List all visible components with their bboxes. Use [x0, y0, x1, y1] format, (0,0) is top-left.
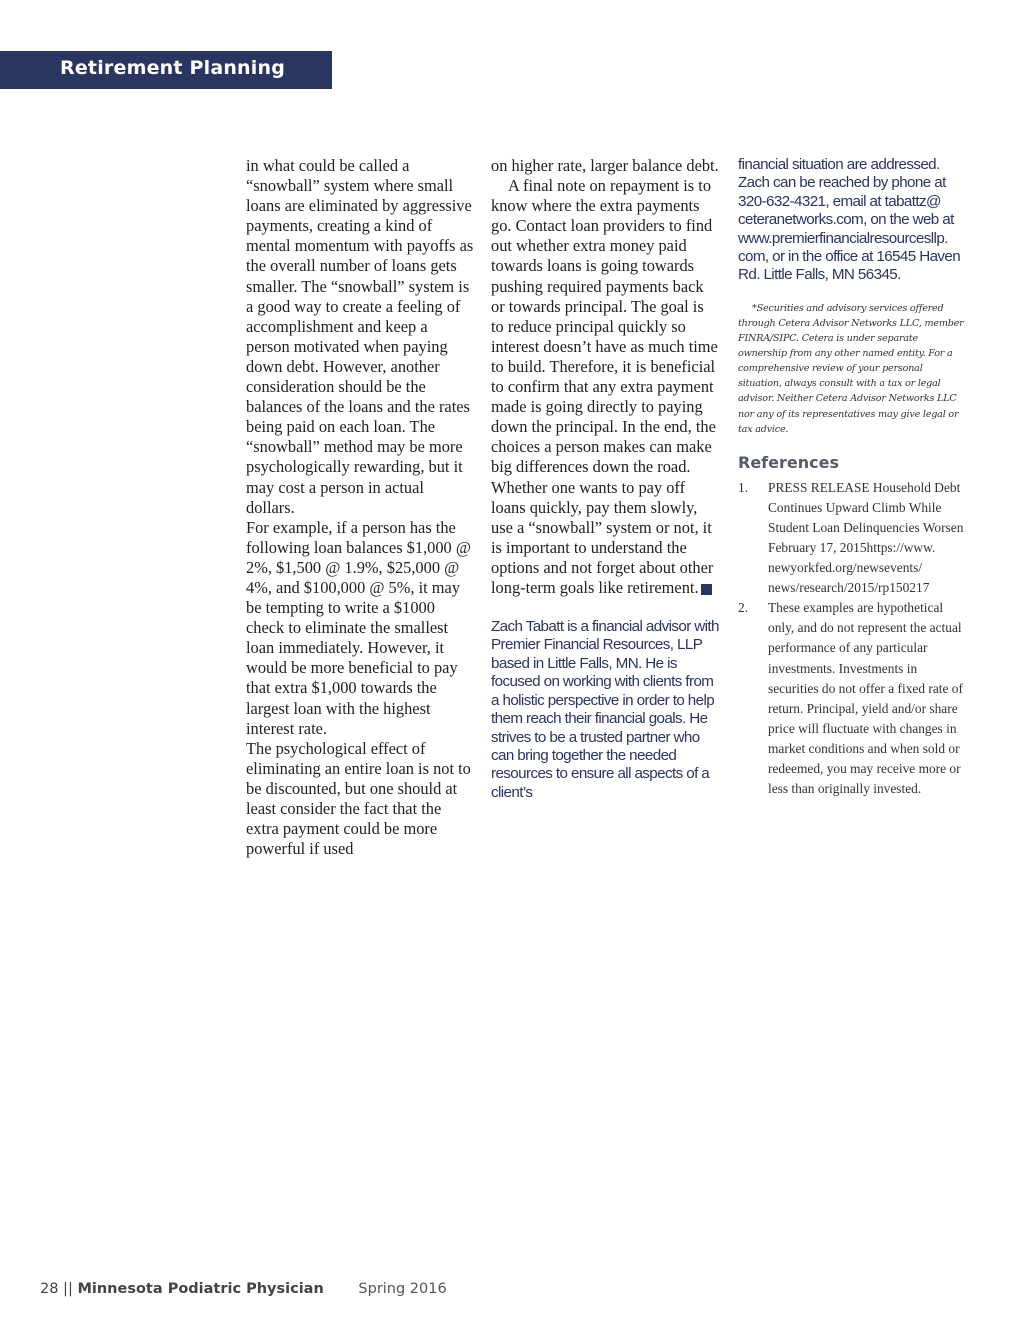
paragraph [491, 176, 719, 598]
publication-name: Minnesota Podiatric Physician [77, 1281, 324, 1297]
article-column-1 [246, 156, 474, 859]
section-title: Retirement Planning [60, 57, 286, 79]
issue-date: Spring 2016 [358, 1281, 447, 1297]
page-number: 28 || [40, 1281, 73, 1297]
author-contact: financial situation are addressed. Zach can be reached by phone at 320-632-4321, email at tabattz@ ceteranetworks.com, on the web at www.premierfinancialresourcesllp. com, or in the office at 16545 Haven Rd. Little Falls, MN 56345. [738, 156, 961, 284]
article-end-icon: › [701, 584, 712, 595]
reference-text: These examples are hypothetical only, and do not represent the actual performance of any particular investments. Investments in securities do not offer a fixed rate of return. Principal, yield and/or share price will fluctuate with changes in market conditions and when sold or redeemed, you may receive more or less than originally invested. [768, 600, 963, 797]
reference-number: 2. [738, 600, 749, 616]
article-column-3 [738, 156, 966, 799]
article-column-2 [491, 156, 719, 802]
reference-item [738, 598, 966, 799]
paragraph-text: A final note on repayment is to know where the extra payments go. Contact loan providers to find out whether extra money paid towards loans is going towards pushing required payments back or towards principal. The goal is to reduce principal quickly so interest doesn’t have as much time to build. Therefore, it is beneficial to confirm that any extra payment made is going directly to paying down the principal. In the end, the choices a person makes can make big differences down the road. Whether one wants to pay off loans quickly, pay them slowly, use a “snowball” system or not, it is important to understand the options and not forget about other long-term goals like retirement. [491, 176, 718, 597]
paragraph: The psychological effect of eliminating an entire loan is not to be discounted, but one should at least consider the fact that the extra payment could be more powerful if used [246, 738, 471, 859]
disclaimer-text: *Securities and advisory services offered through Cetera Advisor Networks LLC, member FINRA/SIPC. Cetera is under separate ownership from any other named entity. For a comprehensive review of your personal situation, always consult with a tax or legal advisor. Neither Cetera Advisor Networks LLC nor any of its representatives may give legal or tax advice. [738, 302, 964, 435]
paragraph: in what could be called a “snowball” system where small loans are eliminated by aggressive payments, creating a kind of mental momentum with payoffs as the overall number of loans gets smaller. The “snowball” system is a good way to create a feeling of accomplishment and keep a person motivated when paying down debt. However, another consideration should be the balances of the loans and the rates being paid on each loan. The “snowball” method may be more psychologically rewarding, but it may cost a person in actual dollars. [246, 156, 474, 517]
securities-disclaimer [738, 301, 966, 437]
reference-text: PRESS RELEASE Household Debt Continues Upward Climb While Student Loan Delinquencies Worsen February 17, 2015https://www. newyorkfed.org/newsevents/ news/research/2015/rp150217 [768, 479, 964, 596]
paragraph: For example, if a person has the following loan balances $1,000 @ 2%, $1,500 @ 1.9%, $25,000 @ 4%, and $100,000 @ 5%, it may be tempting to write a $1000 check to eliminate the smallest loan immediately. However, it would be more beneficial to pay that extra $1,000 towards the largest loan with the highest interest rate. [246, 517, 471, 738]
page-footer [40, 1281, 447, 1297]
reference-item [738, 478, 966, 599]
section-banner [0, 51, 332, 89]
reference-number: 1. [738, 479, 749, 495]
references-list [738, 478, 966, 800]
author-bio: Zach Tabatt is a financial advisor with Premier Financial Resources, LLP based in Little Falls, MN. He is focused on working with clients from a holistic perspective in order to help them reach their financial goals. He strives to be a trusted partner who can bring together the needed resources to ensure all aspects of a client’s [491, 618, 719, 801]
paragraph: on higher rate, larger balance debt. [491, 156, 719, 175]
references-heading: References [738, 452, 839, 472]
